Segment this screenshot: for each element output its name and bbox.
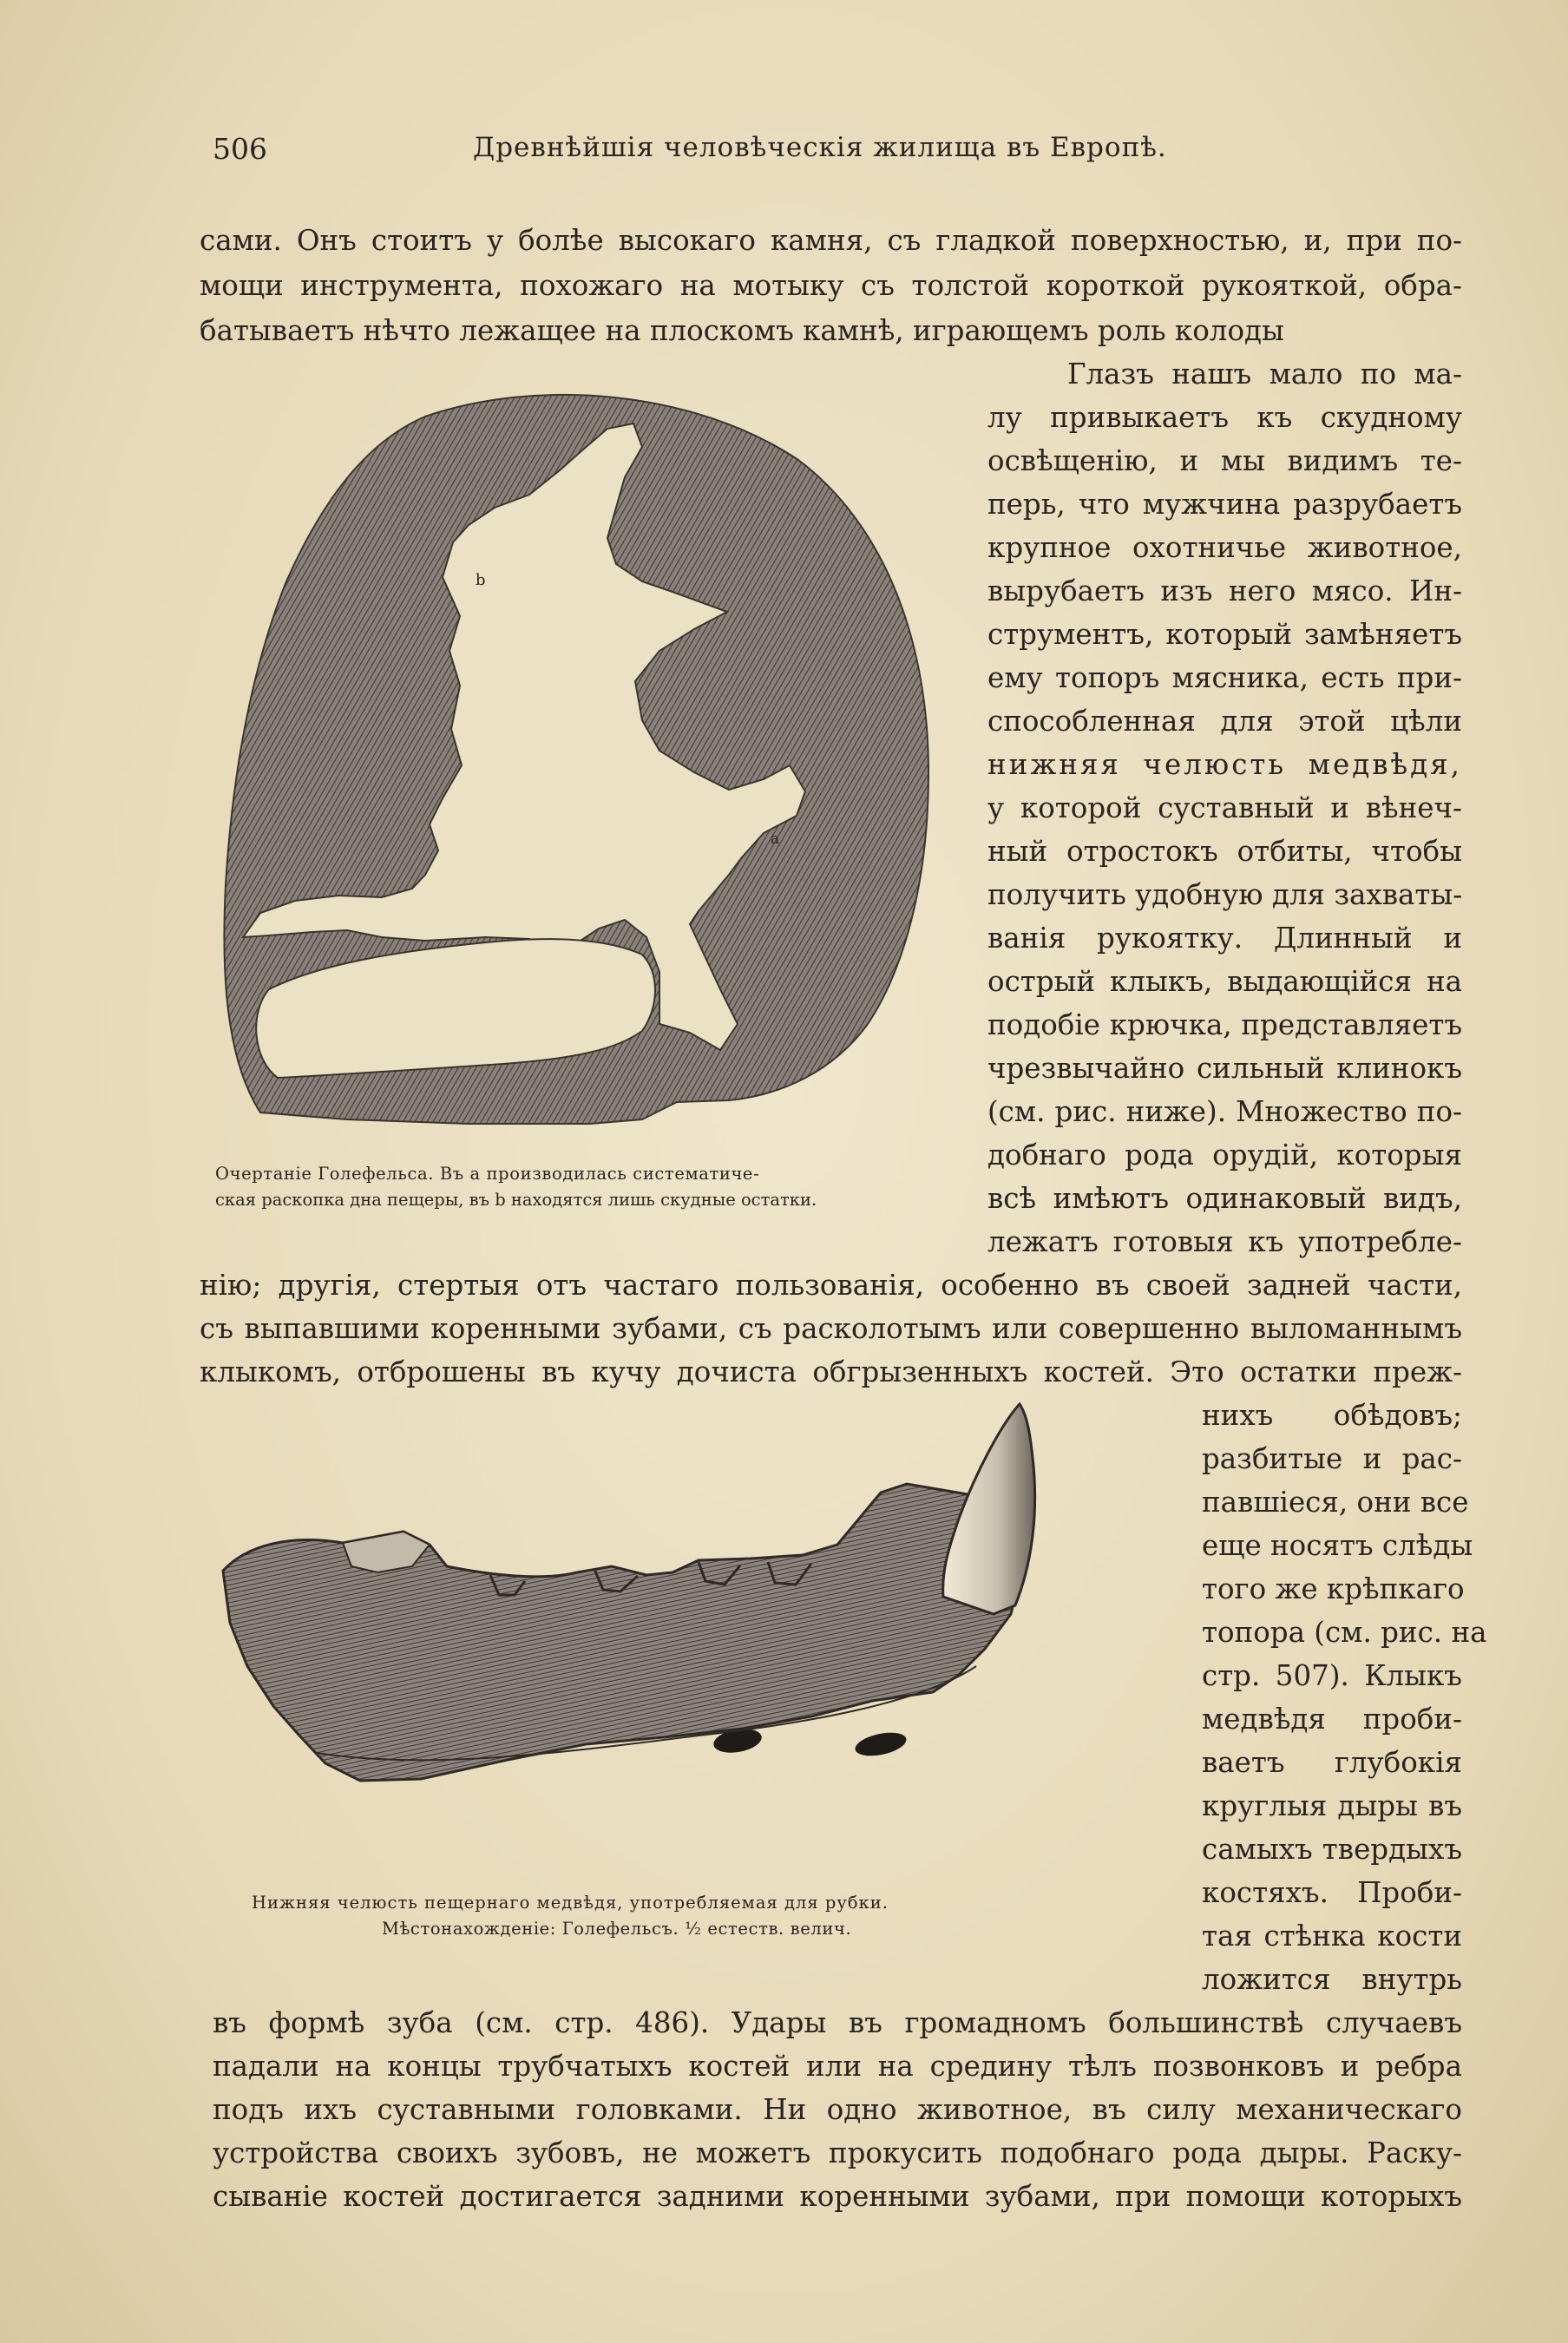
figure2-caption-line: Мѣстонахожденіе: Голефельсъ. ½ естеств. велич. (382, 1919, 852, 1939)
text-line: острый клыкъ, выдающійся на (987, 965, 1462, 998)
figure1-caption-line: Очертаніе Голефельса. Въ a производилась систематиче- (215, 1164, 760, 1184)
text-line: разбитые и рас- (1202, 1442, 1462, 1475)
running-head: Древнѣйшія человѣческія жилища въ Европѣ. (473, 132, 1167, 163)
text-line: батываетъ нѣчто лежащее на плоскомъ камнѣ, играющемъ роль колоды (200, 314, 1284, 347)
text-line: добнаго рода орудій, которыя (987, 1139, 1462, 1172)
page-number: 506 (213, 132, 267, 166)
text-line: крупное охотничье животное, (987, 531, 1462, 564)
text-line: подъ ихъ суставными головками. Ни одно животное, въ силу механическаго (213, 2093, 1462, 2126)
text-line: еще носятъ слѣды (1202, 1529, 1473, 1562)
figure1-caption-line: ская раскопка дна пещеры, въ b находятся лишь скудные остатки. (215, 1190, 817, 1210)
text-line: нію; другія, стертыя отъ частаго пользованія, особенно въ своей задней части, (200, 1269, 1462, 1302)
text-line: медвѣдя проби- (1202, 1703, 1462, 1736)
text-line: того же крѣпкаго (1202, 1572, 1465, 1605)
text-line: самыхъ твердыхъ (1202, 1833, 1462, 1866)
text-line: ему топоръ мясника, есть при- (987, 661, 1462, 694)
text-line: павшіеся, они все (1202, 1486, 1469, 1519)
text-line: топора (см. рис. на (1202, 1616, 1487, 1649)
text-line: падали на концы трубчатыхъ костей или на средину тѣлъ позвонковъ и ребра (213, 2050, 1462, 2083)
text-line: стр. 507). Клыкъ (1202, 1659, 1462, 1692)
text-line: чрезвычайно сильный клинокъ (987, 1052, 1462, 1085)
text-line: тая стѣнка кости (1202, 1920, 1462, 1952)
text-line: костяхъ. Проби- (1202, 1876, 1462, 1909)
text-line: лежатъ готовыя къ употребле- (987, 1225, 1462, 1258)
text-line: лу привыкаетъ къ скудному (987, 401, 1462, 434)
text-line: ваетъ глубокія (1202, 1746, 1462, 1779)
jaw-foramen (853, 1729, 909, 1760)
text-line: ложится внутрь (1202, 1963, 1462, 1996)
text-line: клыкомъ, отброшены въ кучу дочиста обгрызенныхъ костей. Это остатки преж- (200, 1355, 1462, 1388)
text-line: струментъ, который замѣняетъ (987, 618, 1462, 651)
text-line: (см. рис. ниже). Множество по- (987, 1095, 1462, 1128)
text-line: нижняя челюсть медвѣдя, (987, 748, 1462, 781)
cave-label-a: a (771, 830, 780, 848)
text-line: въ формѣ зуба (см. стр. 486). Удары въ громадномъ большинствѣ случаевъ (213, 2006, 1462, 2039)
text-line: подобіе крючка, представляетъ (987, 1008, 1462, 1041)
text-line: сами. Онъ стоитъ у болѣе высокаго камня, съ гладкой поверхностью, и, при по- (200, 224, 1462, 257)
text-line: ный отростокъ отбиты, чтобы (987, 835, 1462, 868)
text-line: у которой суставный и вѣнеч- (987, 791, 1462, 824)
text-line: перь, что мужчина разрубаетъ (987, 488, 1462, 521)
page-header (213, 132, 1462, 184)
text-line: съ выпавшими коренными зубами, съ расколотымъ или совершенно выломаннымъ (200, 1312, 1462, 1345)
bear-jaw-figure (213, 1388, 1176, 1883)
cave-plan-figure (208, 364, 963, 1163)
text-line: способленная для этой цѣли (987, 705, 1462, 738)
text-line: нихъ обѣдовъ; (1202, 1399, 1462, 1432)
cave-label-b: b (476, 571, 486, 589)
text-line: всѣ имѣютъ одинаковый видъ, (987, 1182, 1462, 1215)
text-line: мощи инструмента, похожаго на мотыку съ толстой короткой рукояткой, обра- (200, 269, 1462, 302)
text-line: освѣщенію, и мы видимъ те- (987, 444, 1462, 477)
text-line: круглыя дыры въ (1202, 1789, 1462, 1822)
text-line: Глазъ нашъ мало по ма- (1067, 358, 1462, 390)
text-line: сываніе костей достигается задними коренными зубами, при помощи которыхъ (213, 2180, 1462, 2213)
text-line: получить удобную для захваты- (987, 878, 1463, 911)
text-line: вырубаетъ изъ него мясо. Ин- (987, 574, 1462, 607)
text-line: ванія рукоятку. Длинный и (987, 922, 1462, 955)
text-line: устройства своихъ зубовъ, не можетъ прокусить подобнаго рода дыры. Раску- (213, 2136, 1462, 2169)
figure2-caption-line: Нижняя челюсть пещернаго медвѣдя, употребляемая для рубки. (252, 1893, 889, 1913)
